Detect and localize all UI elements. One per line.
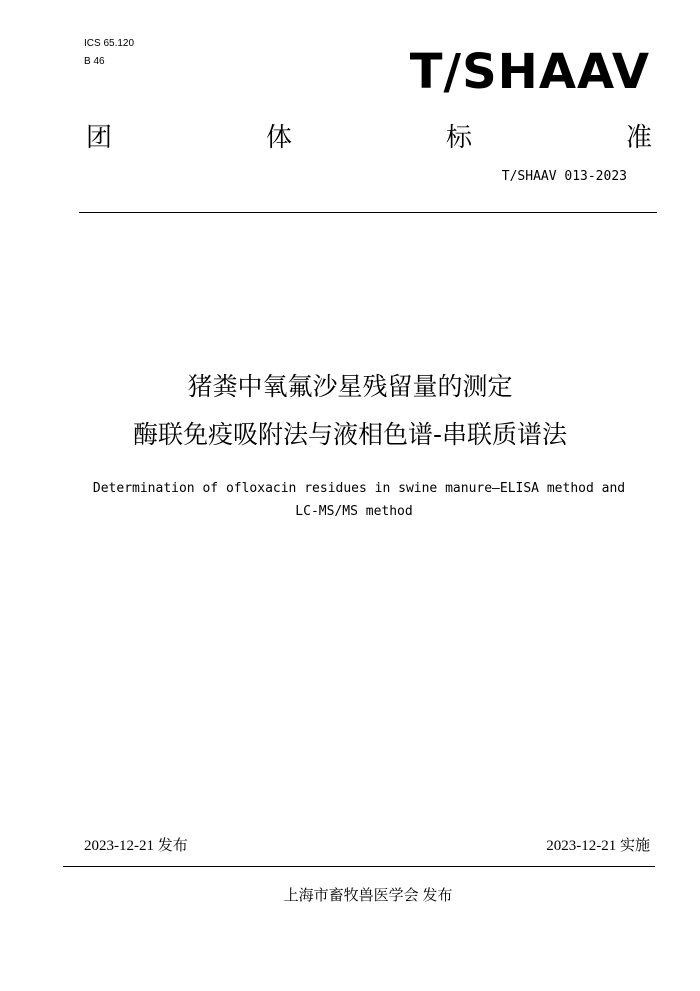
ics-code: ICS 65.120	[84, 38, 135, 49]
english-title-line-1: Determination of ofloxacin residues in swine manure—ELISA method and	[92, 481, 626, 496]
chinese-title-line-1: 猪粪中氧氟沙星残留量的测定	[187, 372, 513, 401]
chinese-title-line-2: 酶联免疫吸附法与液相色谱-串联质谱法	[132, 420, 568, 449]
standard-type-char-1: 团	[86, 123, 113, 153]
standard-type-char-3: 标	[445, 123, 472, 153]
english-title-line-2: LC-MS/MS method	[295, 504, 413, 519]
standard-type-char-2: 体	[265, 123, 292, 153]
top-divider	[79, 212, 657, 213]
standard-number: T/SHAAV 013-2023	[501, 169, 627, 184]
implementation-date: 2023-12-21 实施	[546, 838, 650, 854]
ccs-code: B 46	[84, 56, 105, 67]
standard-type-char-4: 准	[625, 123, 652, 153]
issue-date: 2023-12-21 发布	[84, 838, 188, 854]
standard-brand-code: T/SHAAV	[409, 44, 650, 100]
publisher: 上海市畜牧兽医学会 发布	[283, 888, 453, 904]
standard-type-label	[86, 122, 652, 154]
bottom-divider	[63, 866, 655, 867]
